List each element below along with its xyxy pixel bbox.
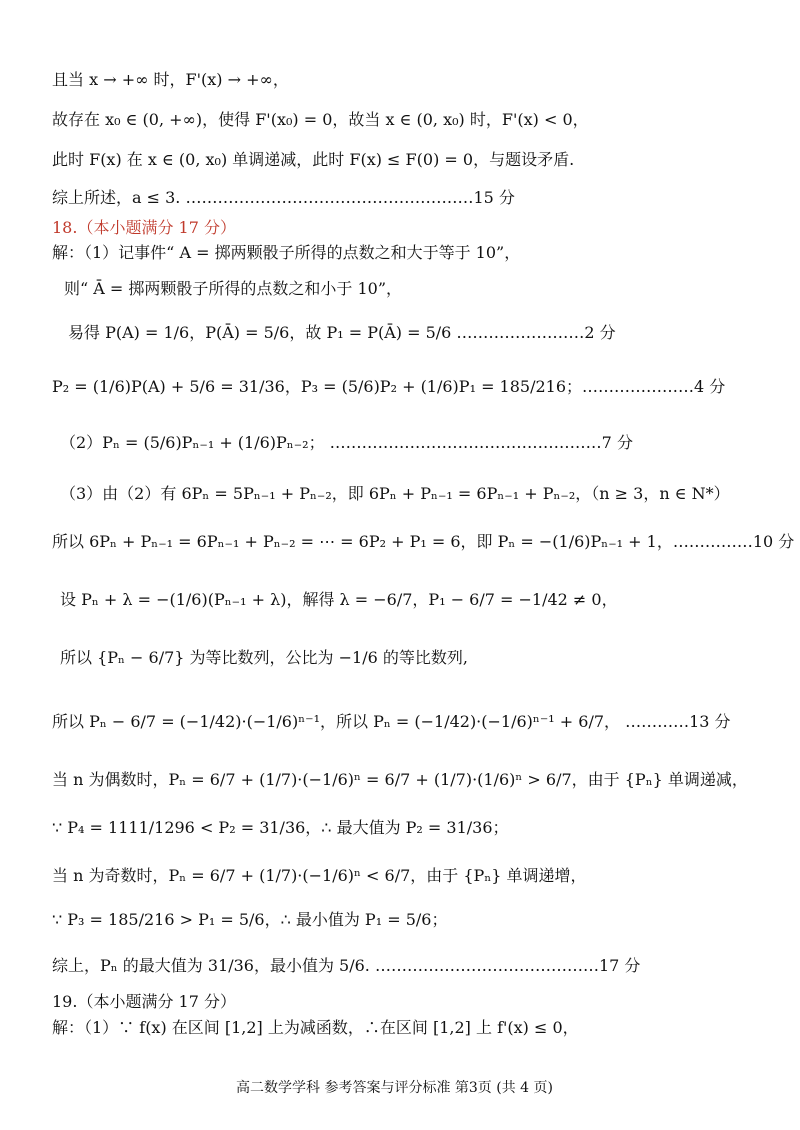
- q18-lambda: 设 Pₙ + λ = −(1/6)(Pₙ₋₁ + λ)，解得 λ = −6/7，P₁ − 6/7 = −1/42 ≠ 0，: [60, 590, 618, 609]
- q18-part3-telescoping: 所以 6Pₙ + Pₙ₋₁ = 6Pₙ₋₁ + Pₙ₋₂ = ⋯ = 6P₂ + P₁ = 6，即 Pₙ = −(1/6)Pₙ₋₁ + 1，……………10 分: [52, 532, 795, 551]
- q18-solution-part1-event: 解：（1）记事件“ A = 掷两颗骰子所得的点数之和大于等于 10”，: [52, 243, 521, 262]
- q18-geometric-sequence: 所以 {Pₙ − 6/7} 为等比数列，公比为 −1/6 的等比数列,: [60, 648, 468, 667]
- question-18-header: 18.（本小题满分 17 分）: [52, 218, 236, 237]
- q18-part2-recurrence: （2）Pₙ = (5/6)Pₙ₋₁ + (1/6)Pₙ₋₂； ……………………………………………7 分: [60, 433, 633, 452]
- q18-min-value: ∵ P₃ = 185/216 > P₁ = 5/6，∴ 最小值为 P₁ = 5/6；: [52, 910, 448, 929]
- q18-part3-transform: （3）由（2）有 6Pₙ = 5Pₙ₋₁ + Pₙ₋₂，即 6Pₙ + Pₙ₋₁ = 6Pₙ₋₁ + Pₙ₋₂，（n ≥ 3，n ∈ N*）: [60, 484, 730, 503]
- question-19-header: 19.（本小题满分 17 分）: [52, 992, 236, 1011]
- q18-summary: 综上，Pₙ 的最大值为 31/36，最小值为 5/6. ……………………………………17 分: [52, 956, 641, 975]
- text-line-3: 此时 F(x) 在 x ∈ (0, x₀) 单调递减，此时 F(x) ≤ F(0) = 0，与题设矛盾.: [52, 150, 575, 169]
- text-line-2: 故存在 x₀ ∈ (0, +∞)，使得 F'(x₀) = 0，故当 x ∈ (0, x₀) 时，F'(x) < 0，: [52, 110, 589, 129]
- q18-odd-case: 当 n 为奇数时，Pₙ = 6/7 + (1/7)·(−1/6)ⁿ < 6/7，由于 {Pₙ} 单调递增，: [52, 866, 587, 885]
- q18-max-value: ∵ P₄ = 1111/1296 < P₂ = 31/36，∴ 最大值为 P₂ = 31/36；: [52, 818, 509, 837]
- text-line-1: 且当 x → +∞ 时，F'(x) → +∞，: [52, 70, 289, 89]
- q18-general-term: 所以 Pₙ − 6/7 = (−1/42)·(−1/6)ⁿ⁻¹，所以 Pₙ = (−1/42)·(−1/6)ⁿ⁻¹ + 6/7， …………13 分: [52, 712, 731, 731]
- q18-complement-event: 则“ Ā = 掷两颗骰子所得的点数之和小于 10”，: [64, 279, 403, 298]
- page-footer: 高二数学学科 参考答案与评分标准 第3页 (共 4 页): [236, 1080, 553, 1096]
- q18-even-case: 当 n 为偶数时，Pₙ = 6/7 + (1/7)·(−1/6)ⁿ = 6/7 + (1/7)·(1/6)ⁿ > 6/7，由于 {Pₙ} 单调递减，: [52, 770, 748, 789]
- q19-part1: 解：（1）∵ f(x) 在区间 [1,2] 上为减函数，∴在区间 [1,2] 上 f'(x) ≤ 0，: [52, 1018, 579, 1037]
- q18-p1: 易得 P(A) = 1/6，P(Ā) = 5/6，故 P₁ = P(Ā) = 5/6 ……………………2 分: [68, 323, 616, 342]
- text-line-conclusion-17: 综上所述，a ≤ 3. ………………………………………………15 分: [52, 188, 515, 207]
- q18-p2-p3: P₂ = (1/6)P(A) + 5/6 = 31/36，P₃ = (5/6)P₂ + (1/6)P₁ = 185/216；…………………4 分: [52, 377, 726, 396]
